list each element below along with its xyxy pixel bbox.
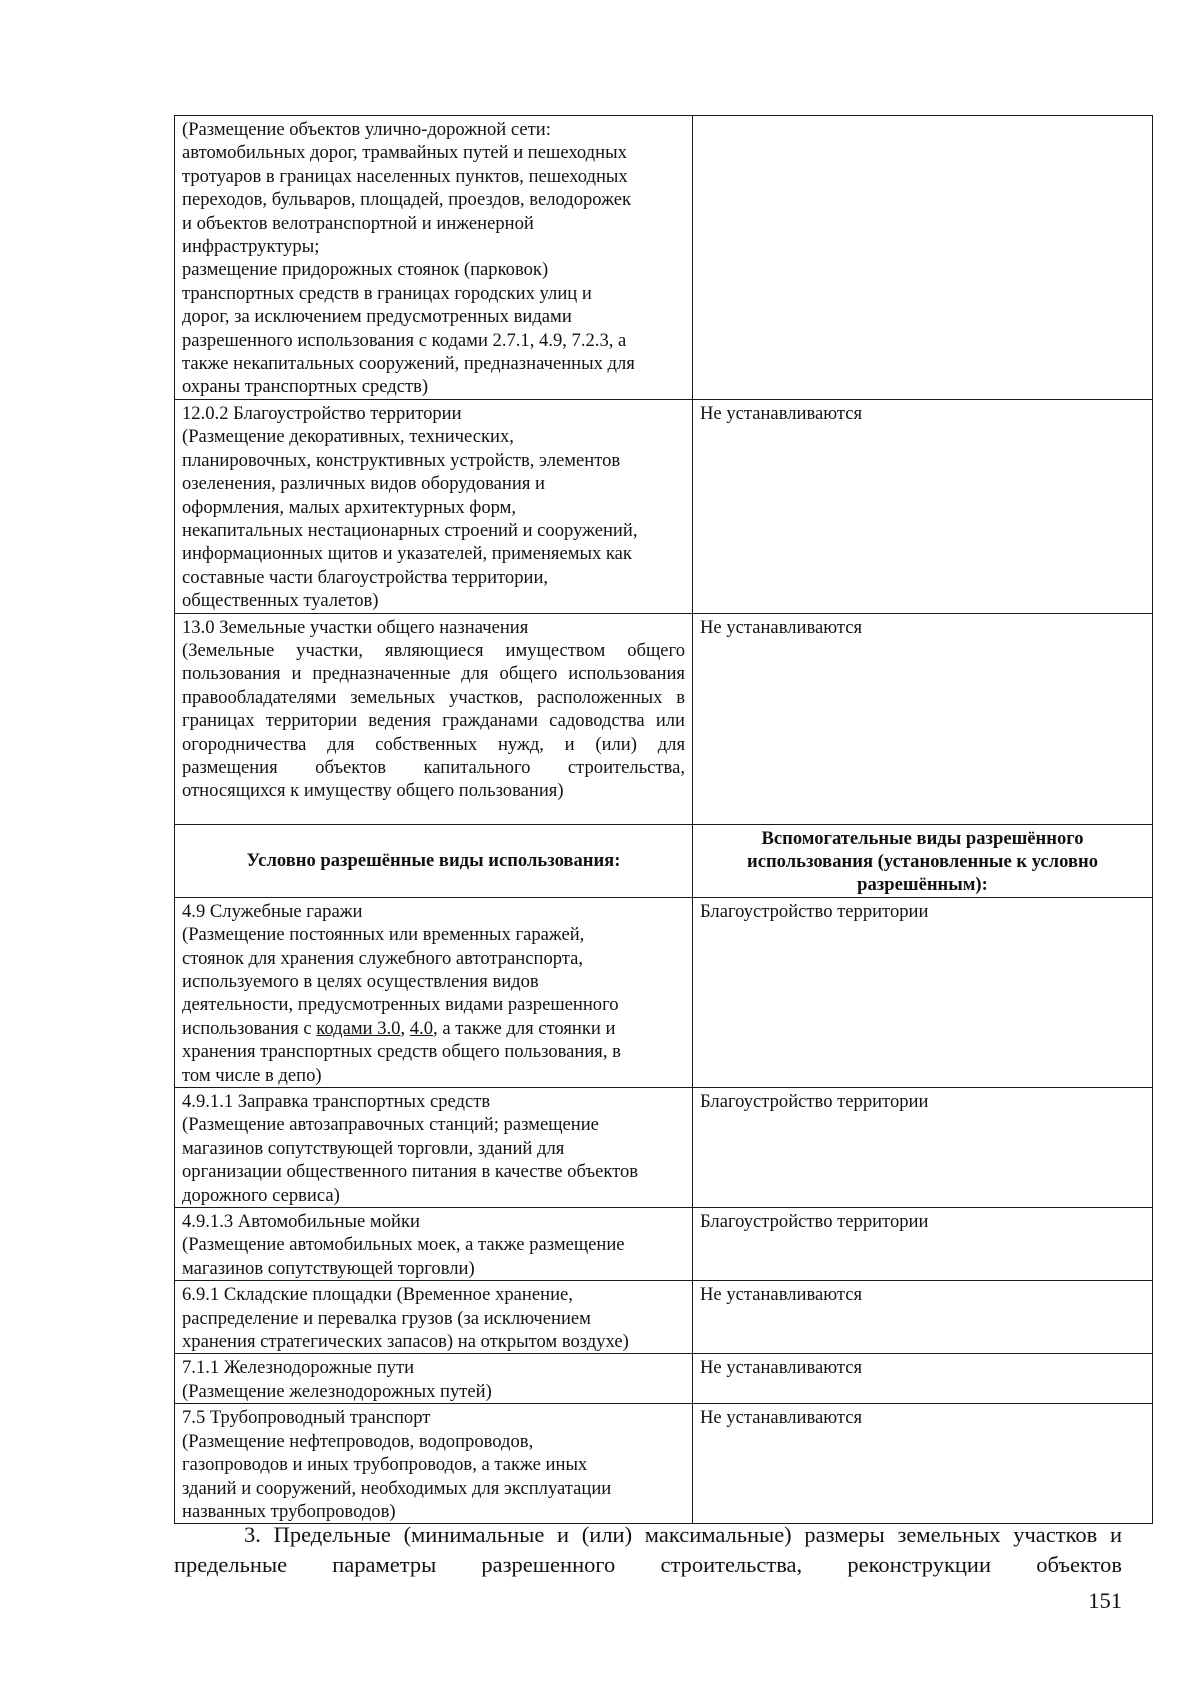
cell-text: Благоустройство территории [700, 900, 929, 922]
cell-text-part: , а также для стоянки и хранения транспортных средств общего пользования, в том числе в депо) [182, 1017, 621, 1086]
aux-use-cell [693, 116, 1153, 400]
cell-text-part: 4.9 Служебные гаражи (Размещение постоянных или временных гаражей, стоянок для хранения служебного автотранспорта, используемого в целях осуществления видов деятельности, предусмотренных видами разрешенного использования с [182, 900, 619, 1039]
main-use-cell [175, 1088, 693, 1208]
cell-text: Не устанавливаются [700, 1357, 863, 1379]
main-use-cell [175, 116, 693, 400]
cell-text: (Размещение объектов улично-дорожной сети: автомобильных дорог, трамвайных путей и пешеходных тротуаров в границах населенных пунктов, пешеходных переходов, бульваров, площадей, проездов, велодорожек и объектов велотранспортной и инженерной инфраструктуры; размещение придорожных стоянок (парковок) транспортных средств в границах городских улиц и дорог, за исключением предусмотренных видами разрешенного использования с кодами 2.7.1, 4.9, 7.2.3, а также некапитальных сооружений, предназначенных для охраны транспортных средств) [182, 119, 635, 398]
cell-text: 4.9.1.1 Заправка транспортных средств (Размещение автозаправочных станций; размещение магазинов сопутствующей торговли, зданий для организации общественного питания в качестве объектов дорожного сервиса) [182, 1091, 639, 1206]
table-row [175, 613, 1153, 824]
main-use-cell [175, 1404, 693, 1524]
aux-use-cell [693, 1354, 1153, 1404]
aux-use-cell [693, 1281, 1153, 1354]
cell-text: Не устанавливаются [700, 1407, 863, 1429]
aux-use-cell [693, 399, 1153, 613]
cell-text: Благоустройство территории [700, 1211, 929, 1233]
table-row [175, 1088, 1153, 1208]
table-row [175, 1404, 1153, 1524]
main-use-cell [175, 1354, 693, 1404]
page-number: 151 [1088, 1588, 1122, 1613]
cell-text [182, 900, 685, 1087]
section-paragraph: 3. Предельные (минимальные и (или) максимальные) размеры земельных участков и предельные параметры разрешенного строительства, реконструкции объектов [174, 1521, 1122, 1577]
code-link-4-0[interactable]: 4.0 [409, 1017, 434, 1039]
aux-use-cell [693, 1088, 1153, 1208]
conditional-uses-heading: Условно разрешённые виды использования: [175, 824, 693, 897]
auxiliary-uses-heading [693, 824, 1153, 897]
aux-use-cell [693, 897, 1153, 1087]
main-use-cell [175, 1208, 693, 1281]
main-use-cell [175, 399, 693, 613]
aux-use-cell [693, 1404, 1153, 1524]
code-link-3-0[interactable]: кодами 3.0 [316, 1017, 401, 1039]
table-row [175, 1354, 1153, 1404]
table-row [175, 1208, 1153, 1281]
aux-use-cell [693, 1208, 1153, 1281]
cell-text: 12.0.2 Благоустройство территории (Размещение декоративных, технических, планировочных, конструктивных устройств, элементов озеленения, различных видов оборудования и оформления, малых архитектурных форм, некапитальных нестационарных строений и сооружений, информационных щитов и указателей, применяемых как составные части благоустройства территории, общественных туалетов) [182, 402, 638, 612]
cell-text: Не устанавливаются [700, 1284, 863, 1306]
aux-use-cell [693, 613, 1153, 824]
table-row [175, 1281, 1153, 1354]
cell-text: 6.9.1 Складские площадки (Временное хранение, распределение и перевалка грузов (за исключением хранения стратегических запасов) на открытом воздухе) [182, 1284, 629, 1353]
main-use-cell [175, 613, 693, 824]
cell-text-part: , [400, 1017, 410, 1039]
cell-text: Не устанавливаются [700, 402, 863, 424]
cell-text: 7.5 Трубопроводный транспорт (Размещение нефтепроводов, водопроводов, газопроводов и иных трубопроводов, а также иных зданий и сооружений, необходимых для эксплуатации названных трубопроводов) [182, 1407, 612, 1522]
table-row [175, 116, 1153, 400]
main-use-cell [175, 897, 693, 1087]
cell-text: Не устанавливаются [700, 616, 863, 638]
land-use-table [174, 115, 1153, 1524]
table-row [175, 399, 1153, 613]
section-header-row [175, 824, 1153, 897]
cell-text: 13.0 Земельные участки общего назначения (Земельные участки, являющиеся имуществом общего пользования и предназначенные для общего использования правообладателями земельных участков, расположенных в границах территории ведения гражданами садоводства или огородничества для собственных нужд, и (или) для размещения объектов капитального строительства, относящихся к имуществу общего пользования) [182, 616, 685, 802]
table-row [175, 897, 1153, 1087]
cell-text: Вспомогательные виды разрешённого использования (установленные к условно разрешённым): [746, 827, 1099, 896]
cell-text: 7.1.1 Железнодорожные пути (Размещение железнодорожных путей) [182, 1357, 492, 1402]
cell-text: Благоустройство территории [700, 1091, 929, 1112]
cell-text: 4.9.1.3 Автомобильные мойки (Размещение автомобильных моек, а также размещение магазинов сопутствующей торговли) [182, 1211, 625, 1279]
main-use-cell [175, 1281, 693, 1354]
